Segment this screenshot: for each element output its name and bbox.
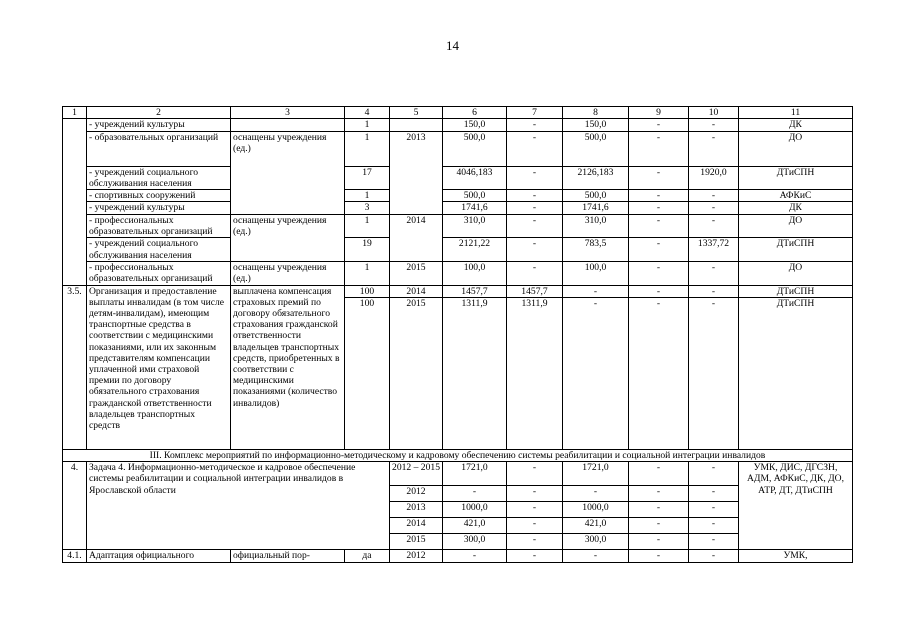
cell-executor: ДО: [739, 261, 853, 285]
cell-qty: 19: [345, 238, 390, 262]
table-row: [63, 238, 853, 262]
cell-other: -: [689, 285, 739, 297]
cell-qty: 3: [345, 202, 390, 214]
cell-year: 2012 – 2015: [390, 462, 443, 486]
cell-fb: -: [507, 502, 563, 518]
cell-mb: -: [629, 119, 689, 131]
cell-mb: -: [629, 166, 689, 190]
cell-indicator: оснащены учреждения (ед.): [231, 261, 345, 285]
table-row: [63, 131, 853, 166]
cell-mb: -: [629, 550, 689, 563]
cell-executor: УМК,: [739, 550, 853, 563]
cell-executor: ДО: [739, 214, 853, 238]
cell-other: 1920,0: [689, 166, 739, 190]
cell-other: -: [689, 486, 739, 502]
cell-other: -: [689, 462, 739, 486]
table-row: [63, 202, 853, 214]
cell-total: 1721,0: [443, 462, 507, 486]
cell-total: 421,0: [443, 518, 507, 534]
cell-object: - профессиональных образовательных организаций: [87, 214, 231, 238]
cell-executor: ДТиСПН: [739, 166, 853, 190]
col-header: 11: [739, 107, 853, 119]
cell-total: 500,0: [443, 190, 507, 202]
col-header: 3: [231, 107, 345, 119]
cell-ob: 500,0: [563, 131, 629, 166]
table-row: [63, 190, 853, 202]
table-row: [63, 462, 853, 486]
cell-year: 2014: [390, 285, 443, 297]
cell-ob: 300,0: [563, 534, 629, 550]
cell-fb: -: [507, 518, 563, 534]
cell-year: 2014: [390, 214, 443, 261]
col-header: 9: [629, 107, 689, 119]
cell-ob: 1741,6: [563, 202, 629, 214]
cell-ob: 1721,0: [563, 462, 629, 486]
section-heading: III. Комплекс мероприятий по информационно-методическому и кадровому обеспечению системы реабилитации и социальной интеграции инвалидов: [63, 449, 853, 461]
col-header: 8: [563, 107, 629, 119]
cell-ob: 2126,183: [563, 166, 629, 190]
cell-mb: -: [629, 238, 689, 262]
cell-object: - учреждений культуры: [87, 202, 231, 214]
cell-total: 300,0: [443, 534, 507, 550]
cell-year: 2014: [390, 518, 443, 534]
col-header: 6: [443, 107, 507, 119]
cell-object: - учреждений социального обслуживания населения: [87, 238, 231, 262]
cell-fb: -: [507, 202, 563, 214]
col-header: 1: [63, 107, 87, 119]
cell-object: - учреждений социального обслуживания населения: [87, 166, 231, 190]
cell-year: 2015: [390, 261, 443, 285]
cell-fb: 1311,9: [507, 297, 563, 449]
cell-ob: 500,0: [563, 190, 629, 202]
cell-num: 4.1.: [63, 550, 87, 563]
cell-other: -: [689, 190, 739, 202]
cell-indicator: [231, 119, 345, 131]
cell-fb: 1457,7: [507, 285, 563, 297]
cell-num-empty: [63, 119, 87, 285]
cell-indicator: официальный пор-: [231, 550, 345, 563]
cell-mb: -: [629, 486, 689, 502]
table-row: [63, 214, 853, 238]
cell-other: 1337,72: [689, 238, 739, 262]
cell-total: 100,0: [443, 261, 507, 285]
cell-fb: -: [507, 166, 563, 190]
cell-qty: да: [345, 550, 390, 563]
cell-total: 4046,183: [443, 166, 507, 190]
cell-fb: -: [507, 534, 563, 550]
table-row: [63, 119, 853, 131]
cell-activity: Организация и предоставление выплаты инвалидам (в том числе детям-инвалидам), имеющим транспортные средства в соответствии с медицинскими показаниями, или их законным представителям компенсации уплаченной ими страховой премии по договору обязательного страхования гражданской ответственности владельцев транспортных средств: [87, 285, 231, 449]
cell-year: 2015: [390, 297, 443, 449]
cell-year: 2015: [390, 534, 443, 550]
cell-ob: 150,0: [563, 119, 629, 131]
cell-mb: -: [629, 261, 689, 285]
cell-fb: -: [507, 119, 563, 131]
cell-mb: -: [629, 462, 689, 486]
cell-total: 310,0: [443, 214, 507, 238]
cell-year: [390, 119, 443, 131]
cell-num: 4.: [63, 462, 87, 550]
cell-object: - профессиональных образовательных организаций: [87, 261, 231, 285]
cell-ob: -: [563, 486, 629, 502]
cell-total: 2121,22: [443, 238, 507, 262]
cell-qty: 1: [345, 214, 390, 238]
column-header-row: [63, 107, 853, 119]
cell-total: 1000,0: [443, 502, 507, 518]
cell-executor: ДК: [739, 202, 853, 214]
cell-qty: 1: [345, 190, 390, 202]
cell-mb: -: [629, 202, 689, 214]
cell-indicator: оснащены учреждения (ед.): [231, 214, 345, 261]
cell-executor: УМК, ДИС, ДГСЗН, АДМ, АФКиС, ДК, ДО, АТР, ДТ, ДТиСПН: [739, 462, 853, 550]
cell-other: -: [689, 550, 739, 563]
cell-total: 1311,9: [443, 297, 507, 449]
cell-qty: 100: [345, 285, 390, 297]
cell-other: -: [689, 534, 739, 550]
cell-ob: 1000,0: [563, 502, 629, 518]
cell-mb: -: [629, 534, 689, 550]
cell-other: -: [689, 131, 739, 166]
cell-indicator: оснащены учреждения (ед.): [231, 131, 345, 214]
cell-fb: -: [507, 214, 563, 238]
cell-other: -: [689, 297, 739, 449]
cell-mb: -: [629, 131, 689, 166]
cell-total: 1741,6: [443, 202, 507, 214]
cell-total: -: [443, 550, 507, 563]
cell-year: 2013: [390, 131, 443, 214]
cell-mb: -: [629, 297, 689, 449]
section-heading-row: [63, 449, 853, 461]
cell-fb: -: [507, 190, 563, 202]
cell-qty: 1: [345, 119, 390, 131]
col-header: 4: [345, 107, 390, 119]
col-header: 7: [507, 107, 563, 119]
cell-executor: ДТиСПН: [739, 238, 853, 262]
cell-num: 3.5.: [63, 285, 87, 449]
cell-executor: АФКиС: [739, 190, 853, 202]
cell-mb: -: [629, 285, 689, 297]
cell-other: -: [689, 119, 739, 131]
cell-other: -: [689, 261, 739, 285]
col-header: 5: [390, 107, 443, 119]
cell-task: Задача 4. Информационно-методическое и кадровое обеспечение системы реабилитации и социальной интеграции инвалидов в Ярославской области: [87, 462, 390, 550]
col-header: 10: [689, 107, 739, 119]
cell-other: -: [689, 502, 739, 518]
cell-fb: -: [507, 462, 563, 486]
cell-other: -: [689, 202, 739, 214]
table-row: [63, 166, 853, 190]
cell-ob: 783,5: [563, 238, 629, 262]
cell-executor: ДО: [739, 131, 853, 166]
cell-ob: 421,0: [563, 518, 629, 534]
page-number: 14: [446, 38, 459, 53]
cell-ob: -: [563, 297, 629, 449]
cell-fb: -: [507, 550, 563, 563]
cell-mb: -: [629, 518, 689, 534]
program-table: [62, 106, 853, 563]
cell-mb: -: [629, 502, 689, 518]
cell-ob: 100,0: [563, 261, 629, 285]
cell-qty: 17: [345, 166, 390, 190]
col-header: 2: [87, 107, 231, 119]
cell-mb: -: [629, 190, 689, 202]
cell-activity: Адаптация официального: [87, 550, 231, 563]
cell-executor: ДК: [739, 119, 853, 131]
cell-object: - образовательных организаций: [87, 131, 231, 166]
cell-qty: 100: [345, 297, 390, 449]
cell-qty: 1: [345, 261, 390, 285]
cell-indicator: выплачена компенсация страховых премий по договору обязательного страхования гражданской ответственности владельцев транспортных средств, приобретенных в соответствии с медицинскими показаниями (количество инвалидов): [231, 285, 345, 449]
cell-fb: -: [507, 238, 563, 262]
cell-fb: -: [507, 261, 563, 285]
cell-mb: -: [629, 214, 689, 238]
cell-total: 150,0: [443, 119, 507, 131]
cell-total: 1457,7: [443, 285, 507, 297]
cell-executor: ДТиСПН: [739, 285, 853, 297]
table-row: [63, 550, 853, 563]
cell-fb: -: [507, 486, 563, 502]
cell-other: -: [689, 518, 739, 534]
cell-executor: ДТиСПН: [739, 297, 853, 449]
cell-year: 2012: [390, 486, 443, 502]
cell-total: -: [443, 486, 507, 502]
cell-year: 2013: [390, 502, 443, 518]
cell-object: - учреждений культуры: [87, 119, 231, 131]
cell-other: -: [689, 214, 739, 238]
table-row: [63, 261, 853, 285]
cell-year: 2012: [390, 550, 443, 563]
cell-ob: 310,0: [563, 214, 629, 238]
cell-qty: 1: [345, 131, 390, 166]
cell-ob: -: [563, 285, 629, 297]
cell-total: 500,0: [443, 131, 507, 166]
cell-object: - спортивных сооружений: [87, 190, 231, 202]
table-row: [63, 285, 853, 297]
cell-ob: -: [563, 550, 629, 563]
cell-fb: -: [507, 131, 563, 166]
